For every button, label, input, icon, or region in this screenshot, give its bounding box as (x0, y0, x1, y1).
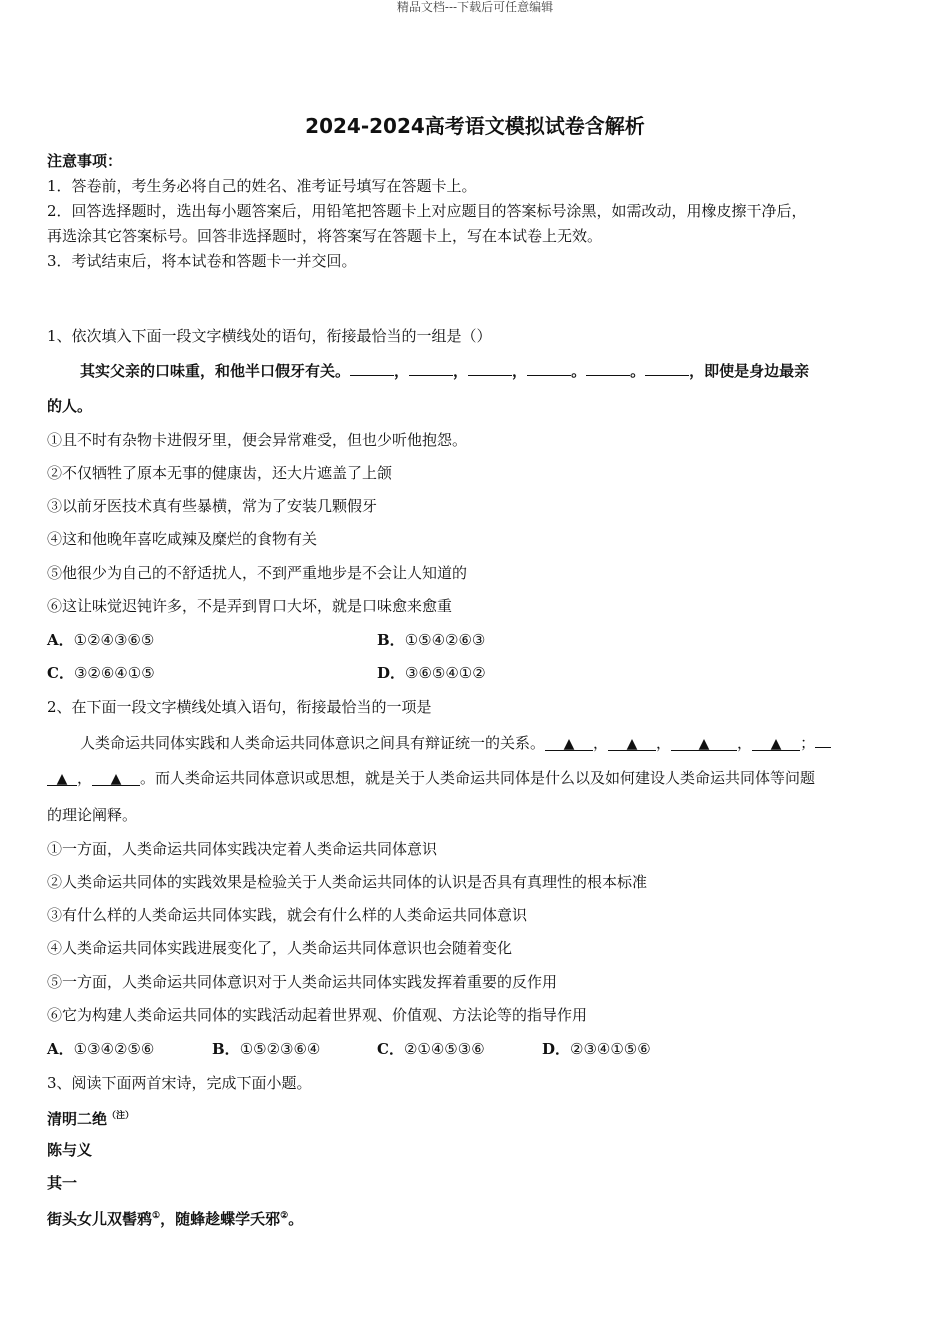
q1-option-c[interactable] (47, 663, 155, 683)
q2-passage-start: 人类命运共同体实践和人类命运共同体意识之间具有辩证统一的关系。 (80, 734, 546, 752)
poem-title-text: 清明二绝 (47, 1110, 108, 1128)
q2-statement: ①一方面，人类命运共同体实践决定着人类命运共同体意识 (47, 840, 438, 858)
punct: ， (656, 734, 672, 752)
option-letter: C． (377, 1040, 404, 1058)
option-letter: D． (542, 1040, 571, 1058)
punct: 。 (571, 362, 587, 380)
option-text: ①⑤④②⑥③ (404, 631, 486, 649)
poem-title-note: （注） (107, 1111, 135, 1121)
poem-title (47, 1106, 134, 1129)
option-letter: A． (47, 631, 74, 649)
q1-stem: 1、依次填入下面一段文字横线处的语句，衔接最恰当的一组是（） (47, 327, 492, 345)
punct: ， (77, 769, 93, 787)
option-text: ③②⑥④①⑤ (73, 664, 155, 682)
punct: ， (453, 362, 469, 380)
footnote-mark: ① (152, 1211, 161, 1221)
q2-option-d[interactable] (542, 1039, 651, 1059)
punct: ， (512, 362, 528, 380)
q1-blank-5 (586, 359, 630, 376)
q2-stem: 2、在下面一段文字横线处填入语句，衔接最恰当的一项是 (47, 698, 432, 716)
q2-blank-2: ▲ (608, 734, 656, 751)
option-letter: B． (212, 1040, 240, 1058)
option-text: ②①④⑤③⑥ (403, 1040, 485, 1058)
option-text: ③⑥⑤④①② (405, 664, 486, 682)
poem-line (47, 1206, 303, 1229)
q2-statement: ④人类命运共同体实践进展变化了，人类命运共同体意识也会随着变化 (47, 939, 513, 957)
q1-blank-1 (350, 359, 394, 376)
q2-blank-5-start (815, 731, 831, 748)
option-letter: D． (377, 664, 406, 682)
q2-blank-6: ▲ (92, 769, 140, 786)
q1-statement: ⑤他很少为自己的不舒适扰人，不到严重地步是不会让人知道的 (47, 564, 468, 582)
poem-text: 街头女儿双髻鸦 (47, 1210, 153, 1228)
notice-heading: 注意事项： (47, 152, 123, 170)
q2-statement: ⑥它为构建人类命运共同体的实践活动起着世界观、价值观、方法论等的指导作用 (47, 1006, 588, 1024)
notice-item: 1．答卷前，考生务必将自己的姓名、准考证号填写在答题卡上。 (47, 177, 477, 195)
option-letter: A． (47, 1040, 74, 1058)
option-letter: B． (377, 631, 405, 649)
q2-passage-mid: 。而人类命运共同体意识或思想，就是关于人类命运共同体是什么以及如何建设人类命运共同体等问题 (140, 769, 816, 787)
poem-text: 。 (288, 1210, 304, 1228)
q1-passage-cont: 的人。 (47, 397, 93, 415)
q1-statement: ④这和他晚年喜吃咸辣及糜烂的食物有关 (47, 530, 318, 548)
page-title: 2024-2024高考语文模拟试卷含解析 (305, 114, 645, 138)
q2-option-c[interactable] (377, 1039, 485, 1059)
q1-passage-end: ，即使是身边最亲 (689, 362, 810, 380)
notice-item: 再选涂其它答案标号。回答非选择题时，将答案写在答题卡上，写在本试卷上无效。 (47, 227, 603, 245)
q2-blank-1: ▲ (545, 734, 593, 751)
q2-blank-3: ▲ (671, 734, 737, 751)
q1-blank-2 (409, 359, 453, 376)
q1-option-b[interactable] (377, 630, 485, 650)
q2-option-a[interactable] (47, 1039, 154, 1059)
poem-text: ，随蜂趁蝶学夭邪 (160, 1210, 281, 1228)
q1-passage-start: 其实父亲的口味重，和他半口假牙有关。 (80, 362, 351, 380)
q2-statement: ②人类命运共同体的实践效果是检验关于人类命运共同体的认识是否具有真理性的根本标准 (47, 873, 648, 891)
q1-option-a[interactable] (47, 630, 154, 650)
q3-stem: 3、阅读下面两首宋诗，完成下面小题。 (47, 1074, 312, 1092)
punct: 。 (630, 362, 646, 380)
header-note: 精品文档---下载后可任意编辑 (396, 0, 554, 14)
option-text: ①②④③⑥⑤ (73, 631, 155, 649)
option-letter: C． (47, 664, 74, 682)
punct: ， (394, 362, 410, 380)
q2-passage-line1 (80, 731, 831, 753)
q1-statement: ②不仅牺牲了原本无事的健康齿，还大片遮盖了上颌 (47, 464, 393, 482)
notice-item: 2．回答选择题时，选出每小题答案后，用铅笔把答题卡上对应题目的答案标号涂黑，如需改动，用橡皮擦干净后， (47, 202, 807, 220)
option-text: ②③④①⑤⑥ (570, 1040, 651, 1058)
q2-blank-4: ▲ (752, 734, 800, 751)
q2-blank-5: ▲ (47, 769, 77, 786)
q1-passage (80, 359, 809, 381)
punct: ， (737, 734, 753, 752)
notice-item: 3．考试结束后，将本试卷和答题卡一并交回。 (47, 252, 357, 270)
q1-statement: ⑥这让味觉迟钝许多，不是弄到胃口大坏，就是口味愈来愈重 (47, 597, 453, 615)
q1-blank-3 (468, 359, 512, 376)
q1-statement: ③以前牙医技术真有些暴横，常为了安装几颗假牙 (47, 497, 378, 515)
q1-statement: ①且不时有杂物卡进假牙里，便会异常难受，但也少听他抱怨。 (47, 431, 468, 449)
option-text: ①⑤②③⑥④ (239, 1040, 321, 1058)
q2-statement: ③有什么样的人类命运共同体实践，就会有什么样的人类命运共同体意识 (47, 906, 528, 924)
footnote-mark: ② (280, 1211, 289, 1221)
poem-part: 其一 (47, 1174, 78, 1192)
q2-passage-end: 的理论阐释。 (47, 806, 138, 824)
q1-option-d[interactable] (377, 663, 486, 683)
punct: ， (593, 734, 609, 752)
poem-author: 陈与义 (47, 1141, 93, 1159)
q2-passage-line2 (47, 768, 815, 788)
punct: ； (800, 734, 816, 752)
option-text: ①③④②⑤⑥ (73, 1040, 155, 1058)
q2-option-b[interactable] (212, 1039, 320, 1059)
q2-statement: ⑤一方面，人类命运共同体意识对于人类命运共同体实践发挥着重要的反作用 (47, 973, 558, 991)
q1-blank-4 (527, 359, 571, 376)
q1-blank-6 (645, 359, 689, 376)
